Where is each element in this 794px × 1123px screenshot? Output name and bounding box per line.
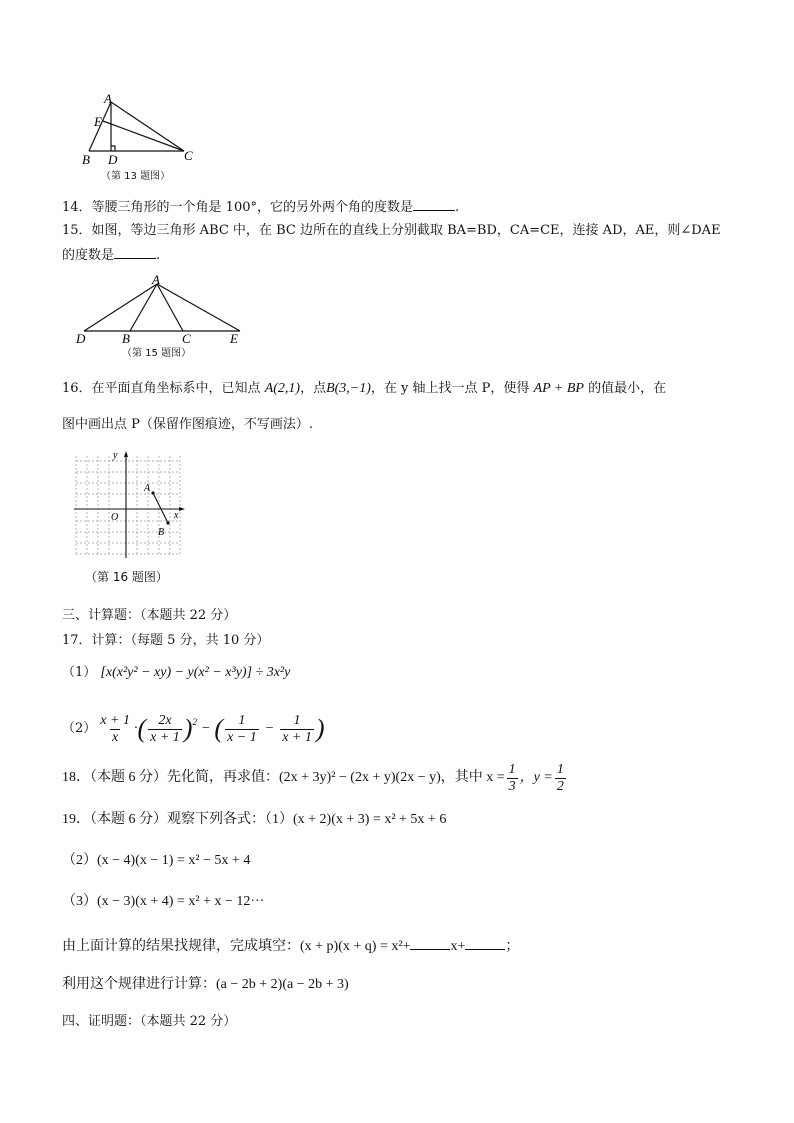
fig15-label-e: E [230,331,238,346]
question-16-line1: 16．在平面直角坐标系中，已知点 A(2,1)，点B(3,−1)，在 y 轴上找一点 P，使得 AP + BP 的值最小，在 [62,381,667,396]
question-19-apply: 利用这个规律进行计算：(a − 2b + 2)(a − 2b + 3) [62,977,349,992]
q16-point-a: A(2,1) [264,381,301,396]
question-14: 14．等腰三角形的一个角是 100°，它的另外两个角的度数是 . [62,200,460,215]
question-19-line2: （2）(x − 4)(x − 1) = x² − 5x + 4 [62,853,251,868]
q15-answer-blank[interactable] [114,246,156,259]
fig13-label-d: D [108,152,118,167]
q17-part1-expression: [x(x²y² − xy) − y(x² − x³y)] ÷ 3x²y [100,665,291,680]
q16-expression: AP + BP [533,381,584,396]
question-18: 18．（本题 6 分）先化简，再求值：(2x + 3y)² − (2x + y)(2x − y)，其中 x = $\frac{1}{3}$ ，y = $\frac{1}{2}$ [62,761,564,794]
q19-blank-1[interactable] [410,937,450,950]
q16-point-b: B(3,−1) [326,381,371,396]
fig15-label-b: B [122,331,130,346]
fig15-label-c: C [182,331,191,346]
fig16-label-o: O [111,512,119,523]
question-15-line1: 15．如图，等边三角形 ABC 中，在 BC 边所在的直线上分别截取 BA=BD，CA=CE，连接 AD，AE，则∠DAE [62,223,721,238]
q14-answer-blank[interactable] [413,198,455,211]
fig15-caption: （第 15 题图） [122,348,192,359]
fig13-label-e: E [94,114,102,129]
fig15-label-a: A [152,274,160,287]
fig16-label-x: x [174,510,179,521]
question-16-line2: 图中画出点 P（保留作图痕迹，不写画法）. [62,417,314,432]
question-19-title: 19．（本题 6 分）观察下列各式：（1）(x + 2)(x + 3) = x² + 5x + 6 [62,812,447,827]
section-4-heading: 四、证明题：（本题共 22 分） [62,1014,237,1029]
fig16-caption: （第 16 题图） [85,570,168,584]
fig13-label-a: A [104,91,112,106]
question-17-part2: （2） $\frac{x + 1}{x}$ · ( $\frac{2x}{x + 1}$ ) $^2$ − ( $\frac{1}{x - 1}$ − $\frac{1}{x + 1}$ ) [62,712,325,745]
q14-text: 14．等腰三角形的一个角是 100°，它的另外两个角的度数是 [62,200,413,215]
fig13-label-b: B [82,152,90,167]
figure-15 [70,274,250,349]
q19-blank-2[interactable] [465,937,505,950]
q17-part2-expression: $\frac{x + 1}{x}$ · ( $\frac{2x}{x + 1}$ ) $^2$ − ( $\frac{1}{x - 1}$ − $\frac{1}{x + 1}$ ) [100,712,325,745]
question-17-part1: （1） [x(x²y² − xy) − y(x² − x³y)] ÷ 3x²y [62,665,291,680]
fig15-label-d: D [76,331,86,346]
question-17-title: 17．计算：（每题 5 分，共 10 分） [62,633,270,648]
question-19-rule: 由上面计算的结果找规律，完成填空：(x + p)(x + q) = x²+ x+ ； [62,939,520,954]
fig16-label-b: B [158,527,165,538]
question-19-line3: （3）(x − 3)(x + 4) = x² + x − 12··· [62,894,265,909]
fig16-label-y: y [113,450,118,461]
figure-16-grid [70,448,190,562]
fig13-caption: （第 13 题图） [101,171,171,182]
question-15-line2: 的度数是 . [62,248,161,263]
fig13-label-c: C [184,148,193,163]
fig16-label-a: A [144,483,151,494]
section-3-heading: 三、计算题：（本题共 22 分） [62,608,237,623]
